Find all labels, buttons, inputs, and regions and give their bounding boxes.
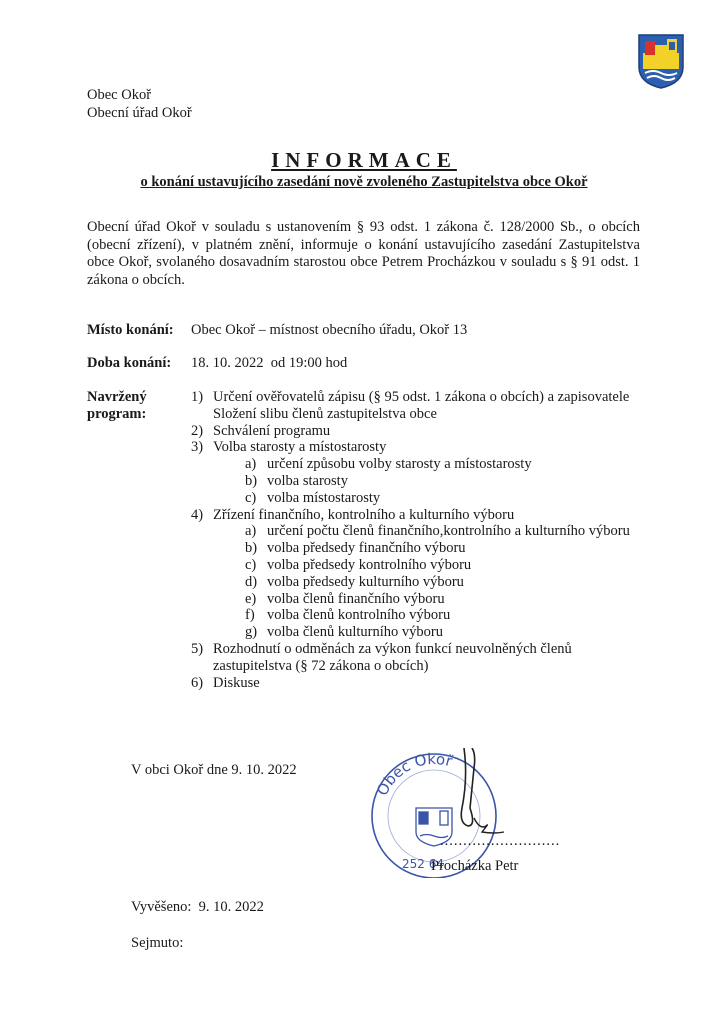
date-value: 18. 10. 2022 od 19:00 hod xyxy=(191,355,348,371)
office-name: Obecní úřad Okoř xyxy=(87,105,192,121)
sub-list-item: a) určení způsobu volby starosty a místostarosty xyxy=(245,456,532,473)
signature-line: .......................... xyxy=(440,833,561,849)
sub-list-item: b) volba starosty xyxy=(245,472,348,489)
program-label-line2: program: xyxy=(87,406,147,422)
posted-date: Vyvěšeno: 9. 10. 2022 xyxy=(131,899,264,915)
sub-list-item: c) volba předsedy kontrolního výboru xyxy=(245,556,472,573)
sender-block xyxy=(87,86,192,122)
issue-place-date: V obci Okoř dne 9. 10. 2022 xyxy=(131,762,297,778)
list-item: 1) Určení ověřovatelů zápisu (§ 95 odst. 1 zákona o obcích) a zapisovatele Složení slibu členů zastupitelstva obce xyxy=(191,389,630,422)
sub-list-item: a) určení počtu členů finančního,kontrolního a kulturního výboru xyxy=(245,523,630,540)
stamp-bottom-text: 252 64 xyxy=(402,857,444,871)
program-label xyxy=(87,389,147,423)
program-list xyxy=(191,389,651,691)
place-row xyxy=(87,322,468,339)
list-item: 2) Schválení programu xyxy=(191,422,331,439)
page-subtitle: o konání ustavujícího zasedání nově zvoleného Zastupitelstva obce Okoř xyxy=(140,174,588,190)
list-item: 3) Volba starosty a místostarosty xyxy=(191,439,387,456)
signer-name: Procházka Petr xyxy=(431,858,519,874)
list-item: 6) Diskuse xyxy=(191,674,260,691)
coat-of-arms-icon xyxy=(637,33,685,89)
sub-list-item: b) volba předsedy finančního výboru xyxy=(245,540,466,557)
date-label: Doba konání: xyxy=(87,355,172,371)
stamp-top-text: Obec Okoř xyxy=(372,749,455,799)
place-label: Místo konání: xyxy=(87,322,174,338)
sub-list-item: f) volba členů kontrolního výboru xyxy=(245,607,451,624)
municipality-name: Obec Okoř xyxy=(87,87,152,103)
date-row xyxy=(87,355,348,372)
list-item: 4) Zřízení finančního, kontrolního a kulturního výboru xyxy=(191,506,515,523)
removed-date: Sejmuto: xyxy=(131,935,184,951)
place-value: Obec Okoř – místnost obecního úřadu, Okoř 13 xyxy=(191,322,468,338)
program-label-line1: Navržený xyxy=(87,389,147,405)
page-title: INFORMACE xyxy=(271,148,457,172)
title-block xyxy=(0,148,728,191)
sub-list-item: d) volba předsedy kulturního výboru xyxy=(245,573,464,590)
sub-list-item: g) volba členů kulturního výboru xyxy=(245,624,443,641)
sub-list-item: c) volba místostarosty xyxy=(245,489,381,506)
list-item: 5) Rozhodnutí o odměnách za výkon funkcí neuvolněných členů zastupitelstva (§ 72 zákona o obcích) xyxy=(191,640,572,674)
intro-paragraph: Obecní úřad Okoř v souladu s ustanovením § 93 odst. 1 zákona č. 128/2000 Sb., o obcích (obecní zřízení), v platném znění, informuje o konání ustavujícího zasedání Zastupitelstva obce Okoř, svolaného dosavadním starostou obce Petrem Procházkou v souladu s § 91 odst. 1 zákona o obcích. xyxy=(87,219,640,288)
sub-list-item: e) volba členů finančního výboru xyxy=(245,590,445,607)
